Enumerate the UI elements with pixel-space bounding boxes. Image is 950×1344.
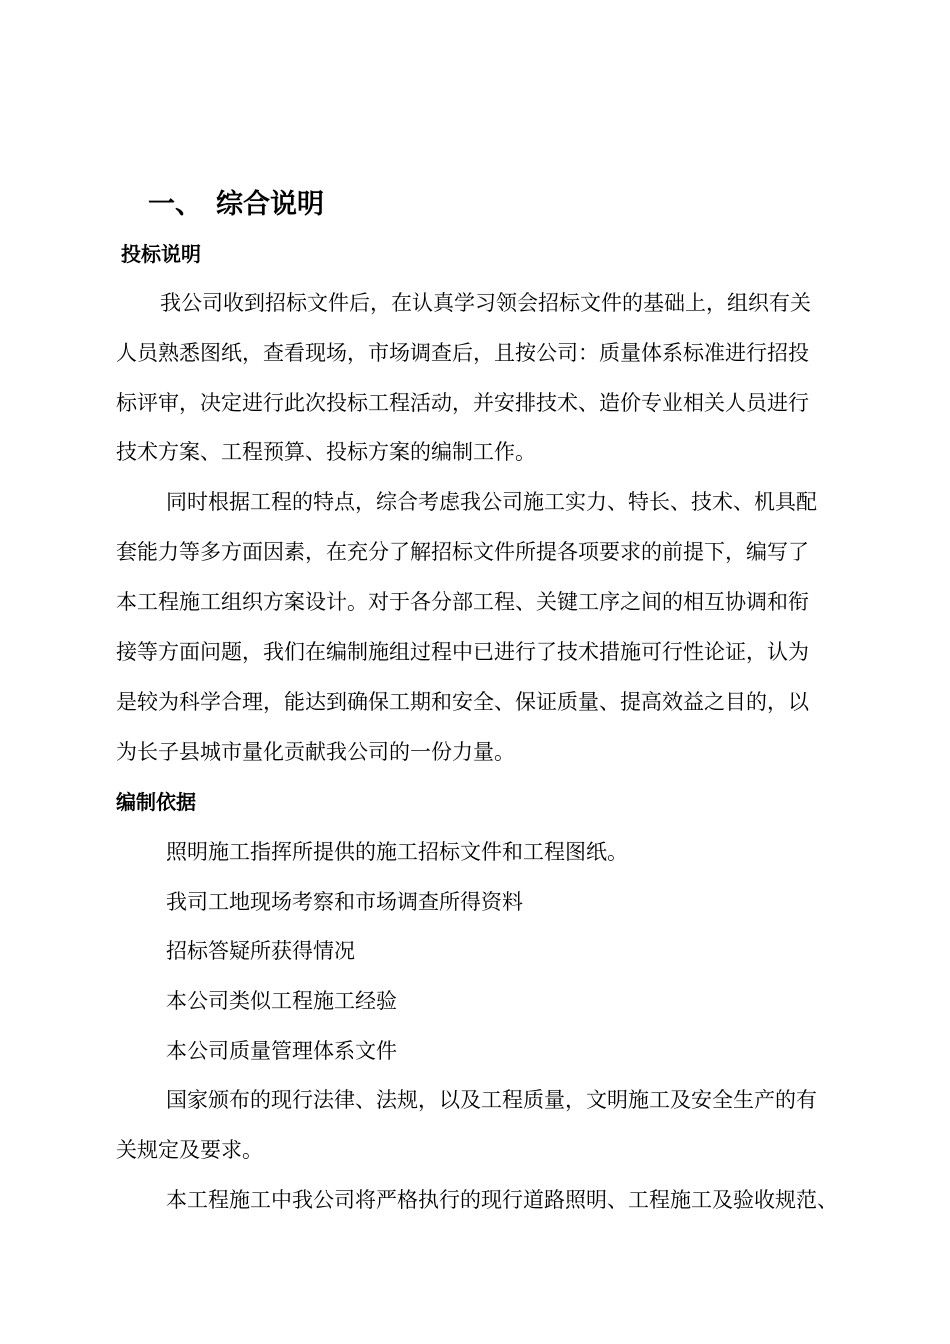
chapter-number: 一、 (148, 189, 202, 220)
list-item: 本公司类似工程施工经验 (166, 989, 397, 1013)
paragraph-line: 关规定及要求。 (116, 1138, 263, 1162)
paragraph-line: 国家颁布的现行法律、法规，以及工程质量，文明施工及安全生产的有 (166, 1088, 817, 1112)
section-title-bid-description: 投标说明 (121, 242, 201, 266)
paragraph-line: 技术方案、工程预算、投标方案的编制工作。 (116, 440, 536, 464)
list-item: 我司工地现场考察和市场调查所得资料 (166, 890, 523, 914)
paragraph-line: 标评审，决定进行此次投标工程活动，并安排技术、造价专业相关人员进行 (116, 391, 809, 415)
paragraph-line: 同时根据工程的特点，综合考虑我公司施工实力、特长、技术、机具配 (166, 490, 817, 514)
section-title-basis: 编制依据 (116, 790, 196, 814)
paragraph-line: 接等方面问题，我们在编制施组过程中已进行了技术措施可行性论证，认为 (116, 640, 809, 664)
paragraph-line: 为长子县城市量化贡献我公司的一份力量。 (116, 740, 515, 764)
list-item: 照明施工指挥所提供的施工招标文件和工程图纸。 (166, 840, 628, 864)
chapter-title: 综合说明 (216, 189, 324, 220)
paragraph-line: 套能力等多方面因素，在充分了解招标文件所提各项要求的前提下，编写了 (116, 540, 809, 564)
paragraph-line: 本工程施工中我公司将严格执行的现行道路照明、工程施工及验收规范、 (166, 1188, 838, 1212)
paragraph-line: 人员熟悉图纸，查看现场，市场调查后，且按公司：质量体系标准进行招投 (116, 341, 809, 365)
paragraph-line: 我公司收到招标文件后，在认真学习领会招标文件的基础上，组织有关 (160, 291, 811, 315)
list-item: 本公司质量管理体系文件 (166, 1039, 397, 1063)
paragraph-line: 是较为科学合理，能达到确保工期和安全、保证质量、提高效益之目的，以 (116, 690, 809, 714)
paragraph-line: 本工程施工组织方案设计。对于各分部工程、关键工序之间的相互协调和衔 (116, 590, 809, 614)
chapter-heading (148, 182, 324, 221)
list-item: 招标答疑所获得情况 (166, 939, 355, 963)
